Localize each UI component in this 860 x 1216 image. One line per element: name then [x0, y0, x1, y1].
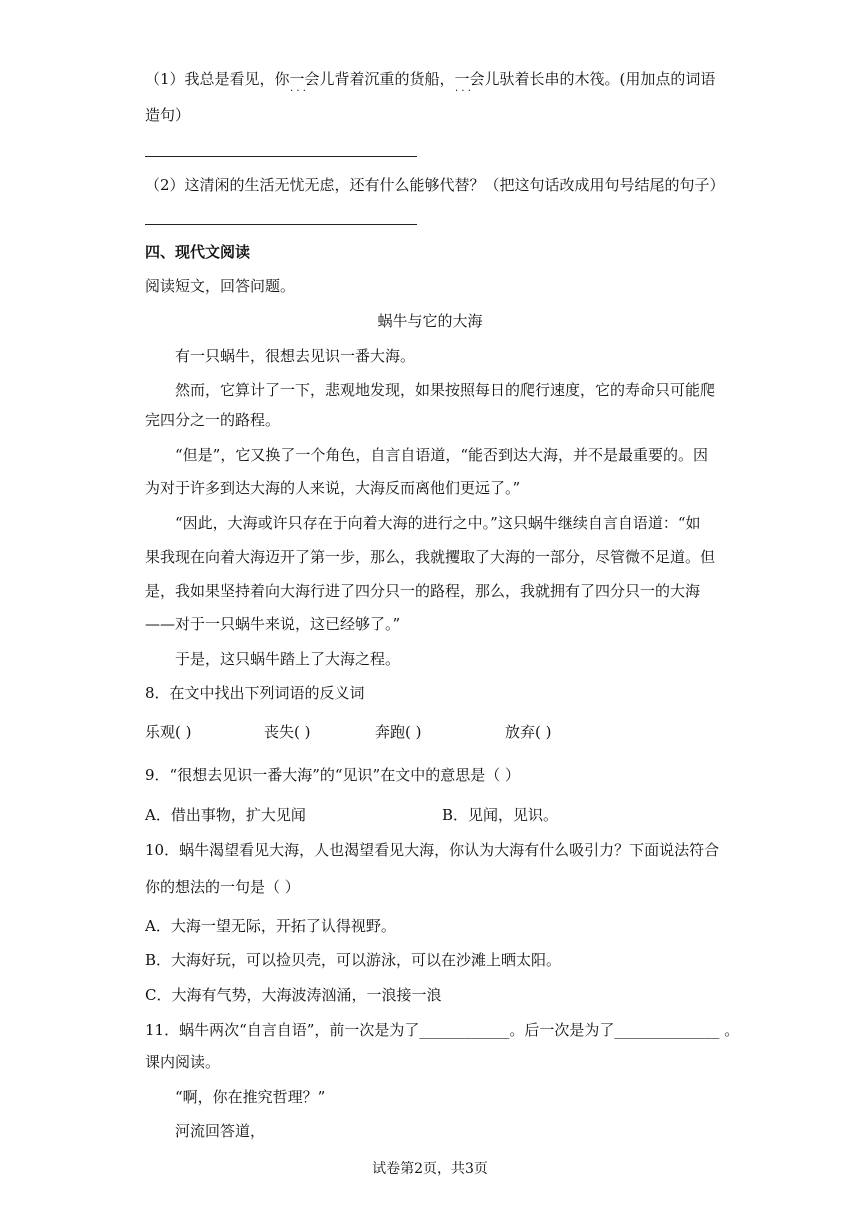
question-7-1-line1: （1）我总是看见，你一会儿背着沉重的货船，一会儿驮着长串的木筏。(用加点的词语: [145, 70, 716, 88]
passage-paragraph-4-line1: “因此，大海或许只存在于向着大海的进行之中。”这只蜗牛继续自言自语道：“如: [175, 514, 701, 532]
passage-paragraph-3-line2: 为对于许多到达大海的人来说，大海反而离他们更远了。”: [145, 479, 521, 497]
passage-paragraph-4-line2: 果我现在向着大海迈开了第一步，那么，我就攫取了大海的一部分，尽管微不足道。但: [145, 548, 716, 566]
question-9-option-a: A．借出事物，扩大见闻: [145, 806, 306, 824]
question-10-option-b: B．大海好玩，可以捡贝壳，可以游泳，可以在沙滩上晒太阳。: [145, 951, 562, 969]
page-footer: 试卷第2页，共3页: [372, 1161, 488, 1177]
question-7-2: （2）这清闲的生活无忧无虑，还有什么能够代替？（把这句话改成用句号结尾的句子）: [145, 176, 725, 194]
passage-paragraph-1: 有一只蜗牛，很想去见识一番大海。: [175, 347, 416, 365]
question-8-item-3: 奔跑( ): [375, 723, 422, 741]
passage-paragraph-2-line2: 完四分之一的路程。: [145, 411, 281, 429]
question-9-stem: 9．“很想去见识一番大海”的“见识”在文中的意思是（ ）: [145, 766, 520, 784]
question-8-item-1: 乐观( ): [145, 723, 192, 741]
passage-paragraph-3-line1: “但是”，它又换了一个角色，自言自语道，“能否到达大海，并不是最重要的。因: [175, 446, 709, 464]
question-10-option-a: A．大海一望无际，开拓了认得视野。: [145, 917, 396, 935]
poem-line-1: “啊，你在推究哲理？”: [175, 1088, 326, 1106]
passage-title: 蜗牛与它的大海: [377, 312, 483, 330]
question-8-stem: 8．在文中找出下列词语的反义词: [145, 684, 365, 702]
question-9-option-b: B．见闻，见识。: [442, 806, 559, 824]
question-10-stem-line2: 你的想法的一句是（ ）: [145, 878, 300, 896]
section-heading: 四、现代文阅读: [145, 243, 251, 261]
answer-line-2: [145, 224, 417, 225]
question-7-1-line2: 造句）: [145, 106, 191, 124]
question-10-option-c: C．大海有气势，大海波涛汹涌，一浪接一浪: [145, 986, 442, 1004]
reading-instruction: 阅读短文，回答问题。: [145, 277, 296, 295]
question-10-stem-line1: 10．蜗牛渴望看见大海，人也渴望看见大海，你认为大海有什么吸引力？下面说法符合: [145, 841, 720, 859]
passage-paragraph-4-line3: 是，我如果坚持着向大海行进了四分只一的路程，那么，我就拥有了四分只一的大海: [145, 582, 701, 600]
question-8-item-2: 丧失( ): [264, 723, 311, 741]
passage-paragraph-2-line1: 然而，它算计了一下，悲观地发现，如果按照每日的爬行速度，它的寿命只可能爬: [175, 381, 716, 399]
passage-paragraph-5: 于是，这只蜗牛踏上了大海之程。: [175, 650, 401, 668]
poem-line-2: 河流回答道，: [175, 1122, 266, 1140]
in-class-reading-label: 课内阅读。: [145, 1053, 221, 1071]
answer-line-1: [145, 156, 417, 157]
emphasis-dots-1: · · ·: [290, 86, 306, 97]
question-11-stem: 11．蜗牛两次“自言自语”，前一次是为了____________。后一次是为了______________ 。: [145, 1021, 740, 1039]
emphasis-dots-2: · · ·: [455, 86, 471, 97]
question-8-item-4: 放弃( ): [505, 723, 552, 741]
passage-paragraph-4-line4: ——对于一只蜗牛来说，这已经够了。”: [145, 615, 401, 633]
